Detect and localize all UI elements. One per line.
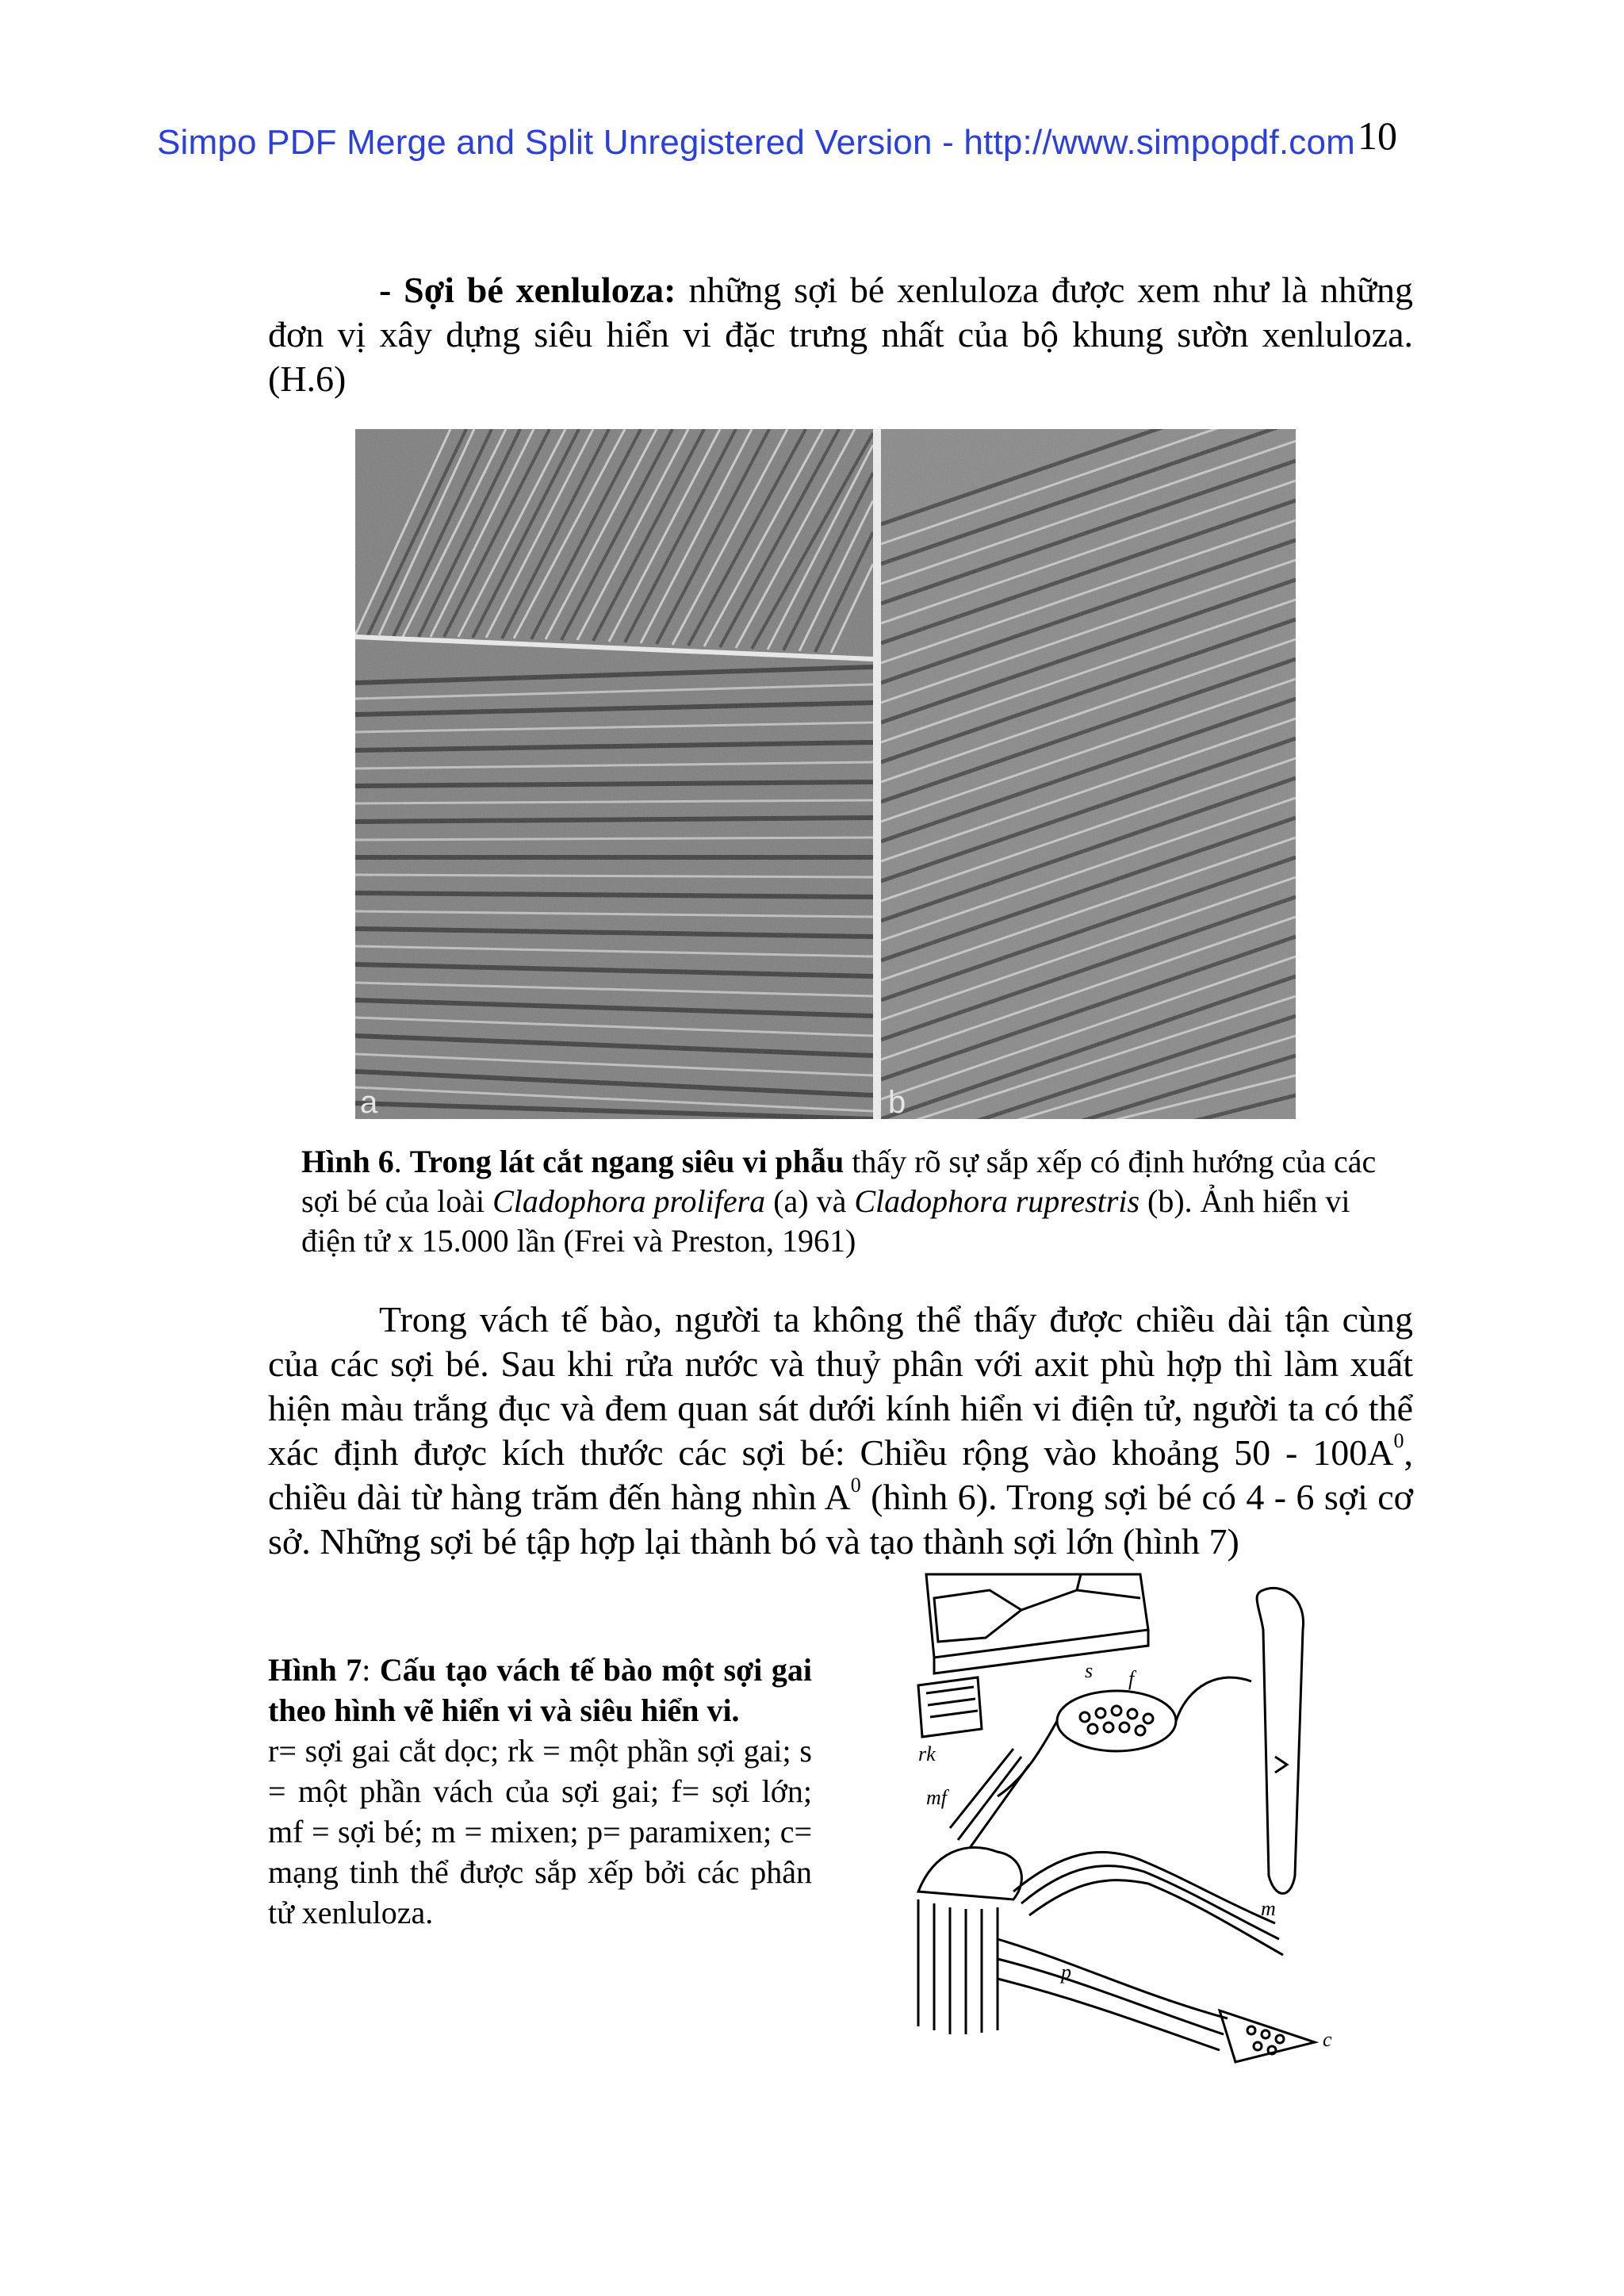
figure-7-caption: Hình 7: Cấu tạo vách tế bào một sợi gai theo hình vẽ hiển vi và siêu hiển vi. r= sợi gai cắt dọc; rk = một phần sợi gai; s = một phần vách của sợi gai; f= sợi lớn; mf = sợi bé; m = mixen; p= paramixen; c= mạng tinh thể được sắp xếp bởi các phân tử xenluloza. — [268, 1652, 813, 1930]
figure-6-caption-title: Trong lát cắt ngang siêu vi phẫu — [409, 1144, 845, 1179]
figure-6-caption: Hình 6. Trong lát cắt ngang siêu vi phẫu thấy rõ sự sắp xếp có định hướng của các sợi bé của loài Cladophora prolifera (a) và Cladophora ruprestris (b). Ảnh hiển vi điện tử x 15.000 lần (Frei và Preston, 1961) — [301, 1144, 1377, 1259]
label-s: s — [1085, 1659, 1094, 1682]
figure-7-label: Hình 7 — [268, 1652, 362, 1688]
label-f: f — [1128, 1667, 1135, 1690]
label-rk: rk — [918, 1742, 936, 1765]
label-mf: mf — [926, 1786, 947, 1809]
label-c: c — [1323, 2028, 1332, 2051]
paragraph-text: những sợi bé xenluloza được xem như là những đơn vị xây dựng siêu hiển vi đặc trưng nhất của bộ khung sườn xenluloza. (H.6) — [268, 270, 1413, 399]
figure-6-micrograph — [355, 429, 1296, 1119]
paragraph-soi-be — [268, 268, 1413, 401]
section-heading: - Sợi bé xenluloza: — [379, 270, 676, 310]
watermark-text: Simpo PDF Merge and Split Unregistered Version - http://www.simpopdf.com — [157, 123, 1356, 162]
figure-7-caption-text: r= sợi gai cắt dọc; rk = một phần sợi gai; s = một phần vách của sợi gai; f= sợi lớn; mf = sợi bé; m = mixen; p= paramixen; c= mạng tinh thể được sắp xếp bởi các phân tử xenluloza. — [268, 1733, 812, 1930]
page-number: 10 — [1358, 113, 1397, 158]
species-name-1: Cladophora prolifera — [492, 1183, 766, 1219]
paragraph-kich-thuoc: Trong vách tế bào, người ta không thể thấy được chiều dài tận cùng của các sợi bé. Sau khi rửa nước và thuỷ phân với axit phù hợp thì làm xuất hiện màu trắng đục và đem quan sát dưới kính hiển vi điện tử, người ta có thể xác định được kích thước các sợi bé: Chiều rộng vào khoảng $50 - 100A^0$, chiều dài từ hàng trăm đến hàng nhìn $A^0$ (hình 6). Trong sợi bé có 4 - 6 sợi cơ sở. Những sợi bé tập hợp lại thành bó và tạo thành sợi lớn (hình 7) — [268, 1299, 1413, 1562]
label-p: p — [1061, 1961, 1071, 1984]
figure-7-drawing — [902, 1566, 1356, 2074]
label-m: m — [1261, 1897, 1276, 1920]
species-name-2: Cladophora ruprestris — [854, 1183, 1140, 1219]
figure-6-label: Hình 6 — [301, 1144, 394, 1179]
figure-7-caption-title: Cấu tạo vách tế bào một sợi gai theo hình vẽ hiển vi và siêu hiển vi. — [268, 1652, 813, 1728]
